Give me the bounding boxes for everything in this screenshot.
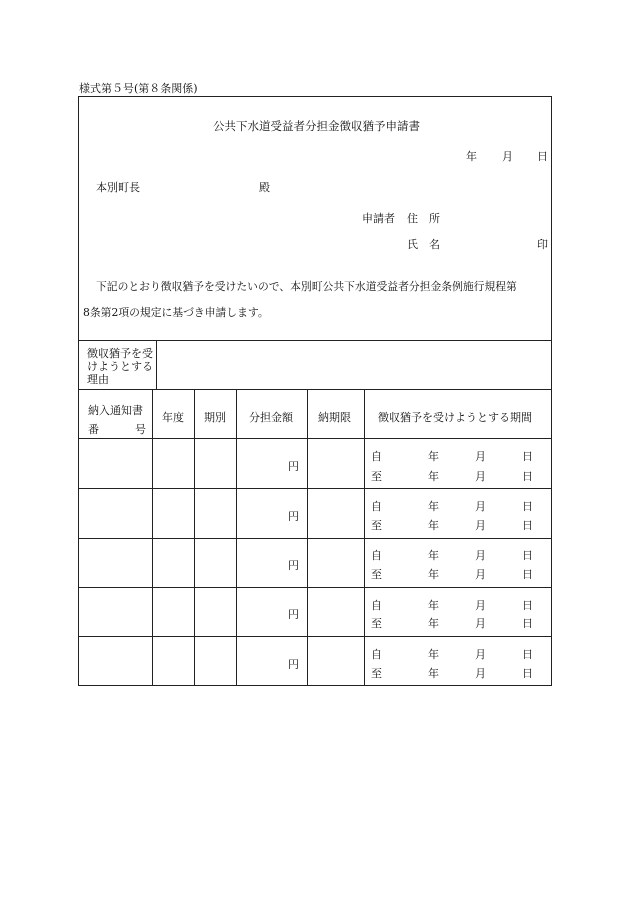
row-5-from-day: 日	[522, 648, 533, 661]
header-amount: 分担金額	[249, 411, 293, 424]
row-1-to-day: 日	[522, 470, 533, 483]
row-2-from-month: 月	[475, 500, 486, 513]
applicant-label: 申請者	[362, 212, 395, 225]
name-label: 氏 名	[407, 238, 440, 251]
row-4-to-year: 年	[428, 617, 439, 630]
row-3-from-month: 月	[475, 549, 486, 562]
row-5-to-day: 日	[522, 667, 533, 680]
row-4-from-day: 日	[522, 599, 533, 612]
header-due: 納期限	[318, 411, 351, 424]
row-1-from: 自	[371, 450, 382, 463]
document-title: 公共下水道受益者分担金徴収猶予申請書	[213, 119, 420, 133]
header-notice-no-go: 号	[135, 423, 146, 436]
col-divider-5	[364, 389, 365, 686]
row-3-to: 至	[371, 568, 382, 581]
row-2-to: 至	[371, 519, 382, 532]
header-term: 期別	[204, 411, 226, 424]
row-4-to-month: 月	[475, 617, 486, 630]
divider-row-1	[78, 488, 552, 489]
row-2-from-day: 日	[522, 500, 533, 513]
address-label: 住 所	[407, 212, 440, 225]
row-1-from-month: 月	[475, 450, 486, 463]
col-divider-2	[194, 389, 195, 686]
header-notice-no-ban: 番	[88, 423, 99, 436]
row-4-yen: 円	[288, 608, 299, 621]
row-1-from-day: 日	[522, 450, 533, 463]
col-divider-3	[236, 389, 237, 686]
date-year: 年	[466, 150, 477, 163]
date-day: 日	[537, 150, 548, 163]
row-4-from-month: 月	[475, 599, 486, 612]
row-2-from-year: 年	[428, 500, 439, 513]
col-divider-1	[152, 389, 153, 686]
divider-row-3	[78, 587, 552, 588]
row-5-from: 自	[371, 648, 382, 661]
row-5-to: 至	[371, 667, 382, 680]
date-month: 月	[502, 150, 513, 163]
row-4-to: 至	[371, 617, 382, 630]
row-3-to-month: 月	[475, 568, 486, 581]
row-5-to-month: 月	[475, 667, 486, 680]
row-3-from-day: 日	[522, 549, 533, 562]
divider-row-2	[78, 538, 552, 539]
row-1-yen: 円	[288, 460, 299, 473]
col-divider-4	[307, 389, 308, 686]
header-fiscal-year: 年度	[162, 411, 184, 424]
divider-reason	[78, 389, 552, 390]
row-2-from: 自	[371, 500, 382, 513]
row-3-from: 自	[371, 549, 382, 562]
row-5-from-month: 月	[475, 648, 486, 661]
reason-label: 徴収猶予を受けようとする理由	[87, 347, 153, 386]
seal-mark: 印	[537, 238, 548, 251]
row-1-to-year: 年	[428, 470, 439, 483]
row-5-to-year: 年	[428, 667, 439, 680]
header-notice-no: 納入通知書	[88, 404, 143, 417]
row-5-from-year: 年	[428, 648, 439, 661]
row-4-to-day: 日	[522, 617, 533, 630]
row-4-from: 自	[371, 599, 382, 612]
divider-row-4	[78, 636, 552, 637]
row-1-to-month: 月	[475, 470, 486, 483]
form-number-label: 様式第５号(第８条関係)	[79, 82, 198, 95]
row-2-yen: 円	[288, 510, 299, 523]
row-3-to-day: 日	[522, 568, 533, 581]
addressee: 本別町長	[96, 181, 140, 194]
row-4-from-year: 年	[428, 599, 439, 612]
row-5-yen: 円	[288, 658, 299, 671]
row-1-to: 至	[371, 470, 382, 483]
divider-header	[78, 438, 552, 439]
header-period: 徴収猶予を受けようとする期間	[378, 411, 532, 424]
row-2-to-day: 日	[522, 519, 533, 532]
row-1-from-year: 年	[428, 450, 439, 463]
row-3-yen: 円	[288, 559, 299, 572]
row-2-to-year: 年	[428, 519, 439, 532]
row-2-to-month: 月	[475, 519, 486, 532]
body-text-line-2: 8条第2項の規定に基づき申請します。	[83, 306, 269, 319]
row-3-from-year: 年	[428, 549, 439, 562]
body-text-line-1: 下記のとおり徴収猶予を受けたいので、本別町公共下水道受益者分担金条例施行規程第	[96, 280, 517, 293]
row-3-to-year: 年	[428, 568, 439, 581]
honorific: 殿	[259, 181, 270, 194]
divider-upper	[78, 340, 552, 341]
